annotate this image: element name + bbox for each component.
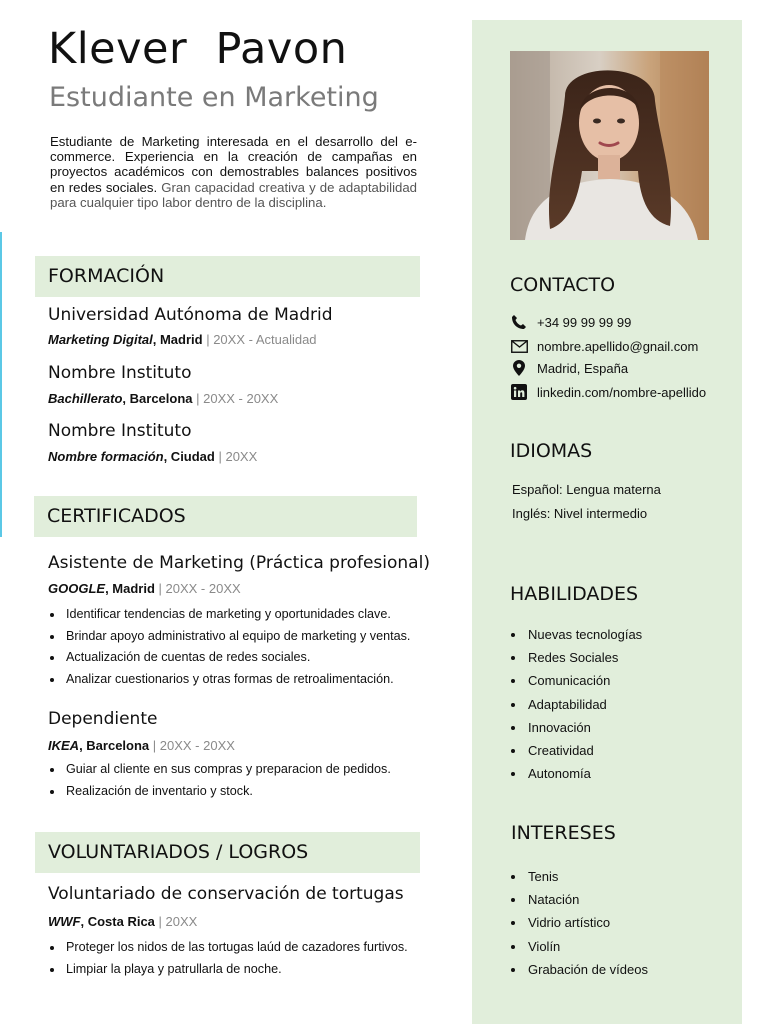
list-item: Limpiar la playa y patrullarla de noche. <box>48 959 428 981</box>
candidate-role: Estudiante en Marketing <box>49 82 379 113</box>
certificate-details: IKEA, Barcelona | 20XX - 20XX <box>48 738 235 753</box>
volunteer-bullets <box>48 937 428 980</box>
contact-phone: +34 99 99 99 99 <box>510 312 631 332</box>
profile-summary: Estudiante de Marketing interesada en el desarrollo del e-commerce. Experiencia en la creación de campañas en proyectos académicos con demostrables balances positivos en redes sociales. Gran capacidad creativa y de adaptabilidad para cualquier tipo labor dentro de la disciplina. <box>50 134 417 210</box>
education-title: Nombre Instituto <box>48 363 192 383</box>
volunteer-title: Voluntariado de conservación de tortugas <box>48 884 404 904</box>
list-item: Nuevas tecnologías <box>510 623 642 646</box>
education-details: Nombre formación, Ciudad | 20XX <box>48 449 258 464</box>
location-pin-icon <box>510 359 528 377</box>
contact-linkedin[interactable]: linkedin.com/nombre-apellido <box>510 382 706 402</box>
certificate-title: Dependiente <box>48 709 158 729</box>
list-item: Creatividad <box>510 739 642 762</box>
phone-icon <box>510 313 528 331</box>
list-item: Tenis <box>510 865 648 888</box>
list-item: Redes Sociales <box>510 646 642 669</box>
candidate-name: Klever Pavon <box>48 24 348 74</box>
list-item: Adaptabilidad <box>510 693 642 716</box>
language-item: Español: Lengua materna <box>512 482 661 497</box>
skills-list <box>510 623 642 785</box>
education-details: Bachillerato, Barcelona | 20XX - 20XX <box>48 391 279 406</box>
envelope-icon <box>510 337 528 355</box>
profile-photo <box>510 51 709 240</box>
certificate-bullets <box>48 604 428 690</box>
interests-list <box>510 865 648 981</box>
language-item: Inglés: Nivel intermedio <box>512 506 648 521</box>
education-title: Nombre Instituto <box>48 421 192 441</box>
list-item: Natación <box>510 888 648 911</box>
languages-heading: IDIOMAS <box>510 440 593 462</box>
interests-heading: INTERESES <box>511 822 616 844</box>
list-item: Guiar al cliente en sus compras y preparacion de pedidos. <box>48 759 428 781</box>
education-title: Universidad Autónoma de Madrid <box>48 305 333 325</box>
skills-heading: HABILIDADES <box>510 583 639 605</box>
section-voluntariados-header <box>35 832 420 873</box>
list-item: Actualización de cuentas de redes sociales. <box>48 647 428 669</box>
list-item: Analizar cuestionarios y otras formas de retroalimentación. <box>48 669 428 691</box>
portrait-illustration <box>510 51 709 240</box>
left-edge-line <box>0 232 2 537</box>
linkedin-icon <box>510 383 528 401</box>
list-item: Vidrio artístico <box>510 911 648 934</box>
list-item: Realización de inventario y stock. <box>48 781 428 803</box>
certificate-details: GOOGLE, Madrid | 20XX - 20XX <box>48 581 241 596</box>
contact-location: Madrid, España <box>510 358 628 378</box>
list-item: Grabación de vídeos <box>510 958 648 981</box>
section-title: CERTIFICADOS <box>47 505 186 527</box>
list-item: Brindar apoyo administrativo al equipo de marketing y ventas. <box>48 626 428 648</box>
contact-email[interactable]: nombre.apellido@gnail.com <box>510 336 698 356</box>
list-item: Identificar tendencias de marketing y oportunidades clave. <box>48 604 428 626</box>
list-item: Proteger los nidos de las tortugas laúd de cazadores furtivos. <box>48 937 428 959</box>
list-item: Innovación <box>510 716 642 739</box>
section-formacion-header <box>35 256 420 297</box>
list-item: Violín <box>510 935 648 958</box>
section-title: FORMACIÓN <box>48 265 165 287</box>
education-details: Marketing Digital, Madrid | 20XX - Actualidad <box>48 332 317 347</box>
section-title: VOLUNTARIADOS / LOGROS <box>48 841 309 863</box>
section-certificados-header <box>34 496 417 537</box>
list-item: Autonomía <box>510 762 642 785</box>
volunteer-details: WWF, Costa Rica | 20XX <box>48 914 198 929</box>
list-item: Comunicación <box>510 669 642 692</box>
certificate-bullets <box>48 759 428 802</box>
contact-heading: CONTACTO <box>510 274 616 296</box>
certificate-title: Asistente de Marketing (Práctica profesional) <box>48 553 430 573</box>
